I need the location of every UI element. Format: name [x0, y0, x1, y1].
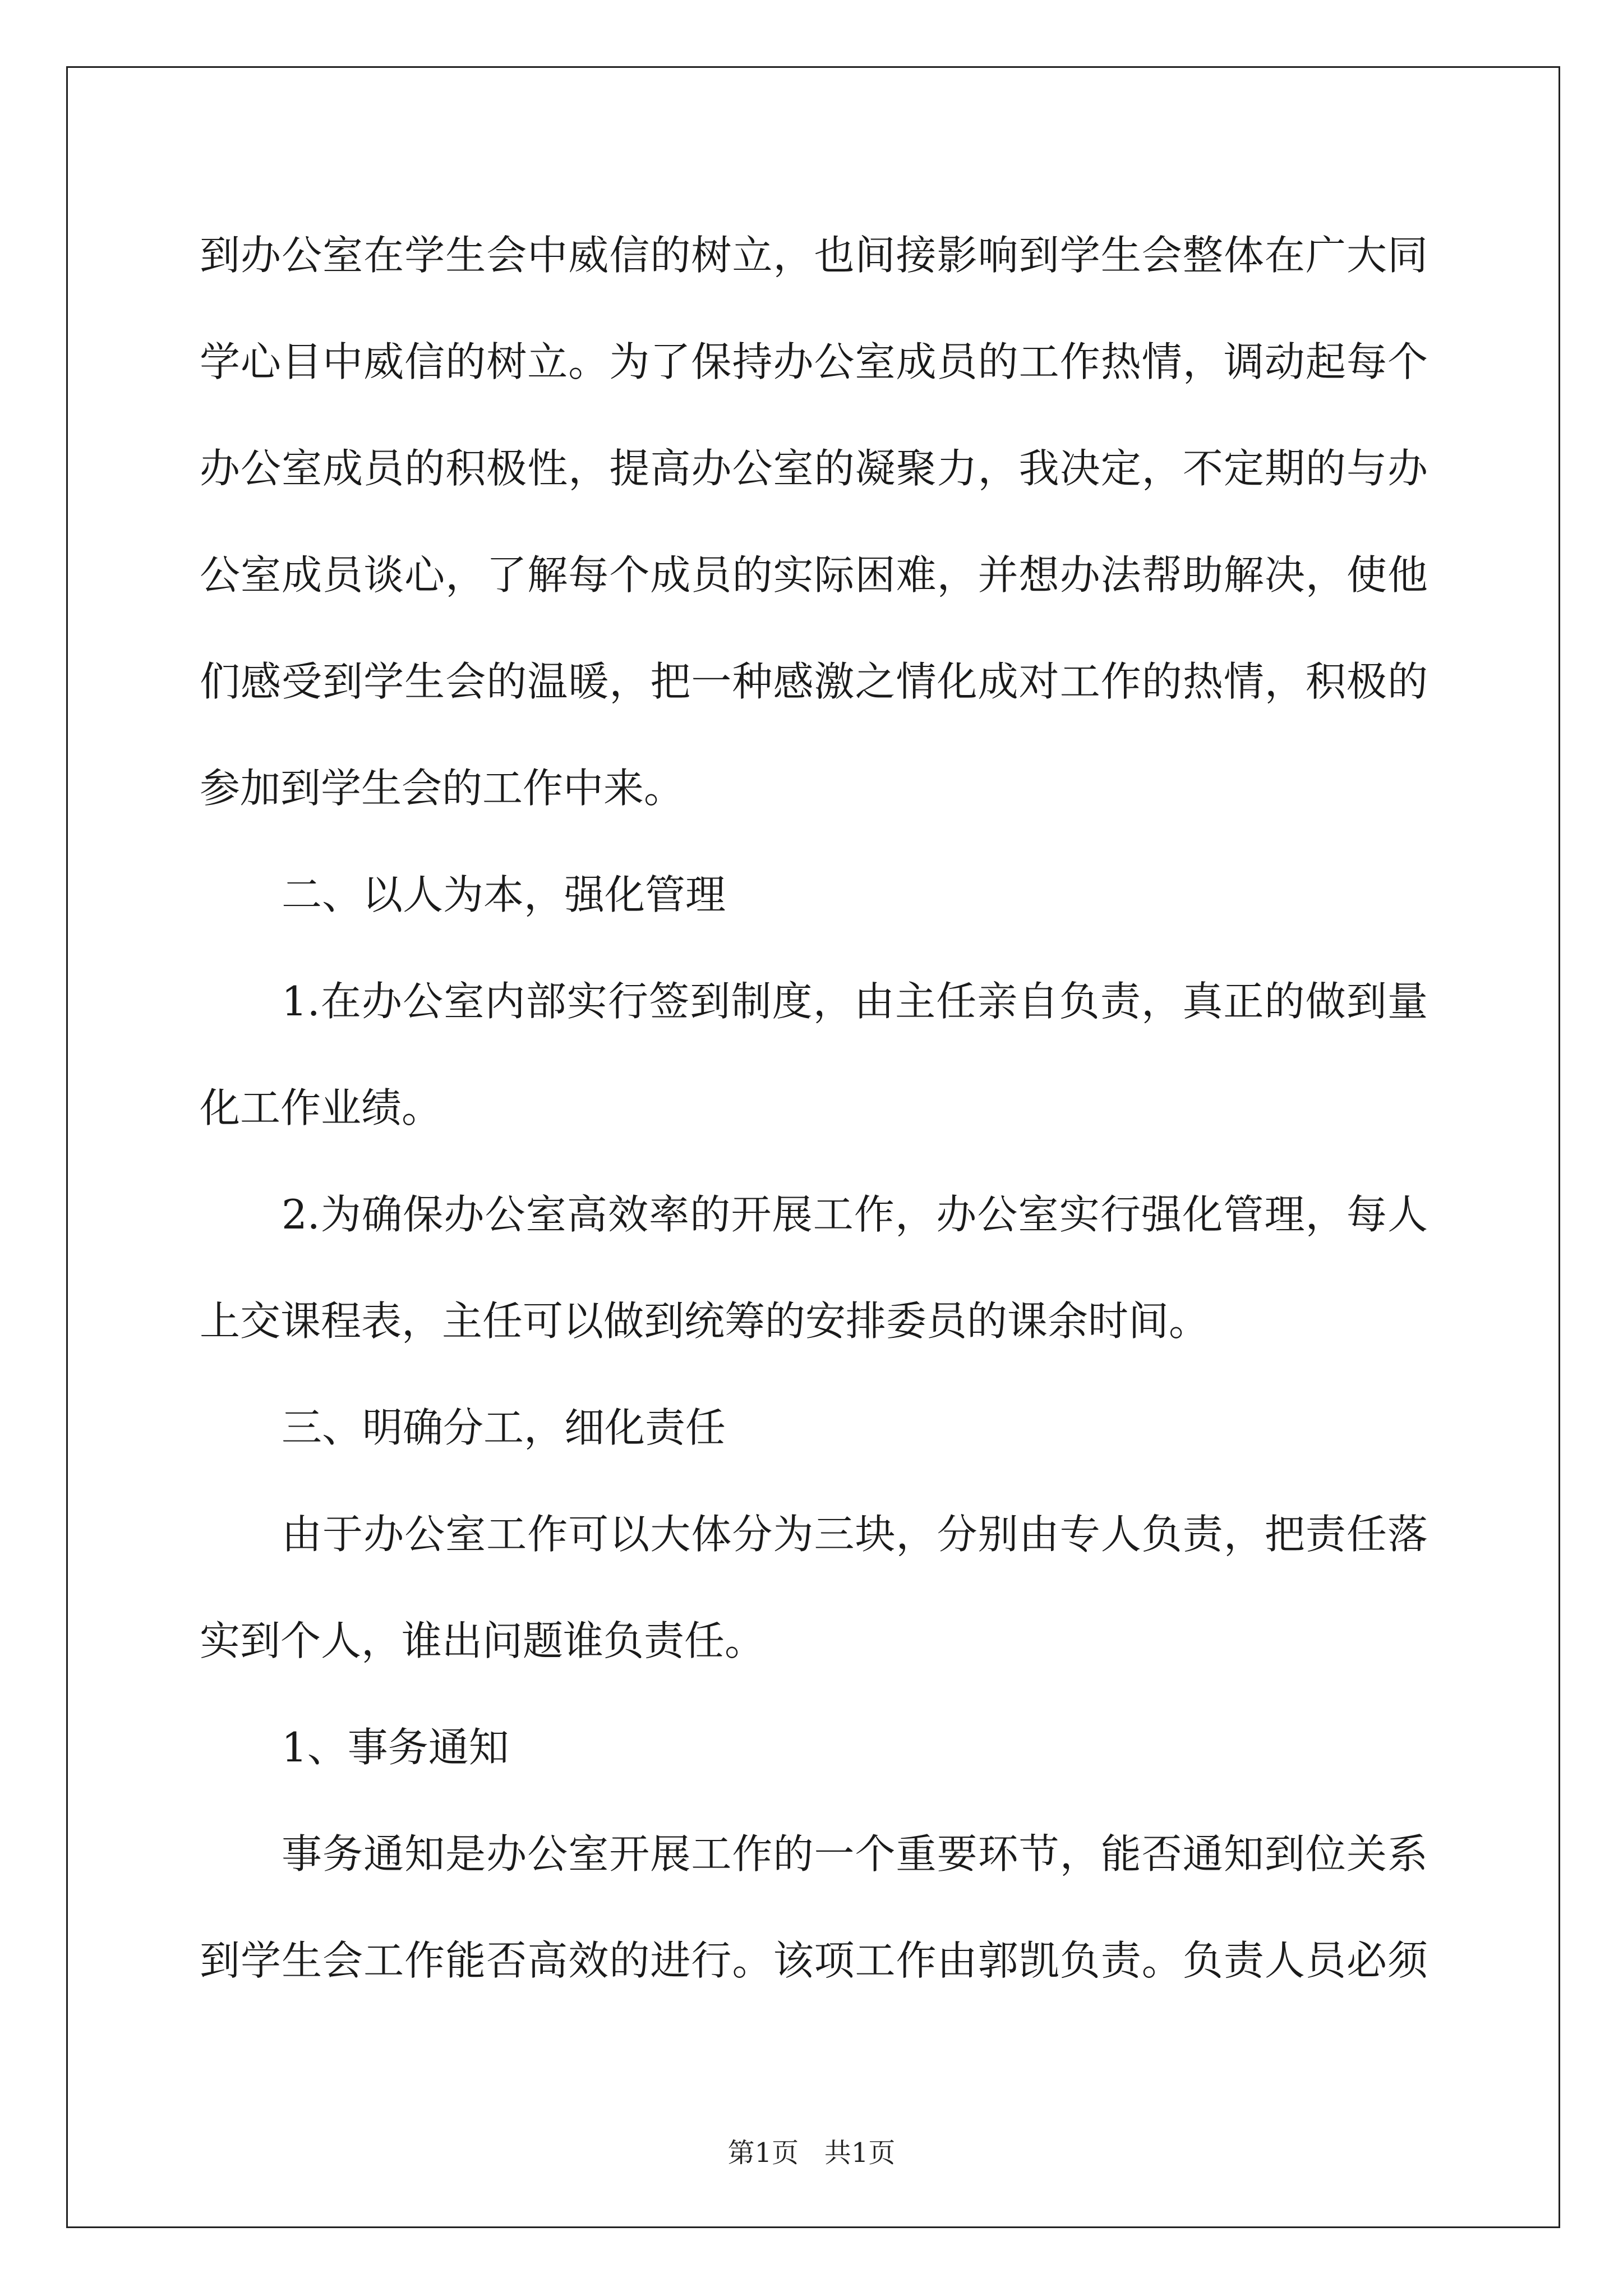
subsection-heading: 1、事务通知: [282, 1724, 509, 1771]
text-line: 实到个人，谁出问题谁负责任。: [200, 1617, 766, 1664]
text-line: 公室成员谈心，了解每个成员的实际困难，并想办法帮助解决，使他: [200, 551, 1428, 599]
text-line: 办公室成员的积极性，提高办公室的凝聚力，我决定，不定期的与办: [200, 445, 1428, 492]
text-line: 到办公室在学生会中威信的树立，也间接影响到学生会整体在广大同: [200, 232, 1428, 279]
text-line: 上交课程表，主任可以做到统筹的安排委员的课余时间。: [200, 1297, 1210, 1345]
text-line: 事务通知是办公室开展工作的一个重要环节，能否通知到位关系: [282, 1830, 1428, 1878]
text-line: 由于办公室工作可以大体分为三块，分别由专人负责，把责任落: [282, 1511, 1428, 1558]
document-body: [200, 202, 1428, 2014]
text-line: 们感受到学生会的温暖，把一种感激之情化成对工作的热情，积极的: [200, 658, 1428, 705]
section-heading: 三、明确分工，细化责任: [282, 1404, 726, 1451]
section-heading: 二、以人为本，强化管理: [282, 871, 726, 918]
text-line: 2.为确保办公室高效率的开展工作，办公室实行强化管理，每人: [282, 1191, 1428, 1238]
text-line: 化工作业绩。: [200, 1084, 442, 1131]
text-line: 参加到学生会的工作中来。: [200, 765, 685, 812]
text-line: 1.在办公室内部实行签到制度，由主任亲自负责，真正的做到量: [282, 978, 1428, 1025]
text-line: 到学生会工作能否高效的进行。该项工作由郭凯负责。负责人员必须: [200, 1937, 1428, 1984]
page-footer: 第1页 共1页: [727, 2137, 896, 2169]
text-line: 学心目中威信的树立。为了保持办公室成员的工作热情，调动起每个: [200, 338, 1428, 385]
